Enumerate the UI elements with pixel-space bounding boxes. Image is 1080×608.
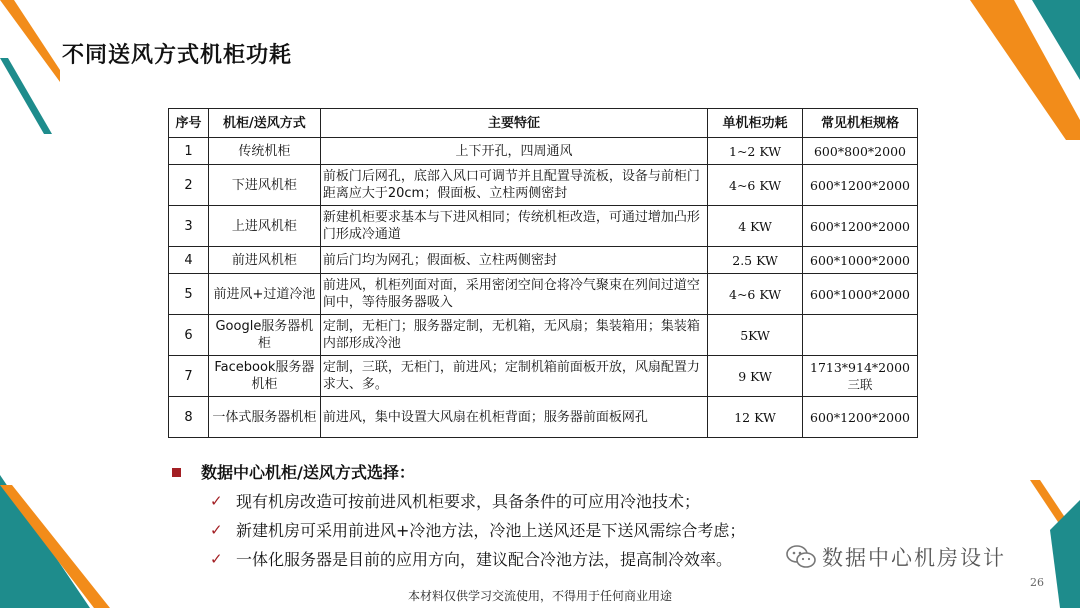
cell-no: 5 [169, 274, 209, 315]
wechat-icon [786, 544, 816, 570]
table-row [169, 165, 918, 206]
cell-no: 6 [169, 315, 209, 356]
cell-no: 4 [169, 247, 209, 274]
check-icon: ✓ [210, 492, 223, 510]
cell-type: 下进风机柜 [208, 165, 320, 206]
table-header-row [169, 109, 918, 138]
section-heading [172, 458, 745, 487]
cell-type: 前进风机柜 [208, 247, 320, 274]
watermark-text: 数据中心机房设计 [822, 546, 1006, 570]
table-row [169, 315, 918, 356]
cell-power: 4~6 KW [708, 274, 803, 315]
list-item [172, 516, 745, 545]
table-row [169, 247, 918, 274]
page-title: 不同送风方式机柜功耗 [62, 43, 293, 68]
cell-power: 4 KW [708, 206, 803, 247]
cell-feature: 前进风，机柜列面对面，采用密闭空间仓将冷气聚束在列间过道空间中，等待服务器吸入 [320, 274, 707, 315]
cell-type: 传统机柜 [208, 138, 320, 165]
cell-power: 1~2 KW [708, 138, 803, 165]
cell-spec [802, 315, 917, 356]
cell-spec: 1713*914*2000三联 [802, 356, 917, 397]
section-heading-text: 数据中心机柜/送风方式选择： [201, 463, 415, 482]
cell-feature: 新建机柜要求基本与下进风相同；传统机柜改造，可通过增加凸形门形成冷通道 [320, 206, 707, 247]
cell-power: 2.5 KW [708, 247, 803, 274]
table-row [169, 397, 918, 438]
cell-feature: 上下开孔，四周通风 [320, 138, 707, 165]
cell-power: 4~6 KW [708, 165, 803, 206]
list-item-text: 一体化服务器是目前的应用方向，建议配合冷池方法，提高制冷效率。 [236, 550, 733, 569]
cell-spec: 600*1000*2000 [802, 274, 917, 315]
cell-no: 1 [169, 138, 209, 165]
header-type: 机柜/送风方式 [208, 109, 320, 138]
table-row [169, 206, 918, 247]
cell-type: 上进风机柜 [208, 206, 320, 247]
corner-decoration-top-left [0, 0, 60, 140]
square-bullet-icon [172, 468, 181, 477]
cell-power: 12 KW [708, 397, 803, 438]
cell-feature: 定制，三联，无柜门，前进风；定制机箱前面板开放，风扇配置力求大、多。 [320, 356, 707, 397]
cell-feature: 前板门后网孔，底部入风口可调节并且配置导流板，设备与前柜门距离应大于20cm；假面板、立柱两侧密封 [320, 165, 707, 206]
cell-feature: 定制，无柜门；服务器定制，无机箱，无风扇；集装箱用；集装箱内部形成冷池 [320, 315, 707, 356]
cell-type: Google服务器机柜 [208, 315, 320, 356]
header-no: 序号 [169, 109, 209, 138]
cell-spec: 600*1200*2000 [802, 397, 917, 438]
cell-no: 2 [169, 165, 209, 206]
cell-feature: 前后门均为网孔；假面板、立柱两侧密封 [320, 247, 707, 274]
cell-no: 7 [169, 356, 209, 397]
cell-power: 9 KW [708, 356, 803, 397]
corner-decoration-top-right [970, 0, 1080, 140]
cell-spec: 600*800*2000 [802, 138, 917, 165]
cell-type: 一体式服务器机柜 [208, 397, 320, 438]
wechat-watermark [786, 542, 1006, 572]
cell-no: 8 [169, 397, 209, 438]
header-spec: 常见机柜规格 [802, 109, 917, 138]
list-item [172, 545, 745, 574]
list-item [172, 487, 745, 516]
list-item-text: 新建机房可采用前进风+冷池方法，冷池上送风还是下送风需综合考虑； [236, 521, 746, 540]
table-row [169, 356, 918, 397]
cell-type: Facebook服务器机柜 [208, 356, 320, 397]
cell-type: 前进风+过道冷池 [208, 274, 320, 315]
check-icon: ✓ [210, 550, 223, 568]
page-number: 26 [1030, 576, 1044, 589]
header-power: 单机柜功耗 [708, 109, 803, 138]
list-item-text: 现有机房改造可按前进风机柜要求，具备条件的可应用冷池技术； [236, 492, 701, 511]
header-feature: 主要特征 [320, 109, 707, 138]
cell-spec: 600*1200*2000 [802, 165, 917, 206]
cell-feature: 前进风，集中设置大风扇在机柜背面；服务器前面板网孔 [320, 397, 707, 438]
check-icon: ✓ [210, 521, 223, 539]
cell-power: 5KW [708, 315, 803, 356]
cell-spec: 600*1200*2000 [802, 206, 917, 247]
table-row [169, 274, 918, 315]
cell-no: 3 [169, 206, 209, 247]
corner-decoration-bottom-left [0, 455, 110, 608]
footer-note: 本材料仅供学习交流使用，不得用于任何商业用途 [407, 589, 672, 603]
table-row [169, 138, 918, 165]
selection-section [172, 458, 745, 574]
cell-spec: 600*1000*2000 [802, 247, 917, 274]
cabinet-power-table [168, 108, 918, 438]
